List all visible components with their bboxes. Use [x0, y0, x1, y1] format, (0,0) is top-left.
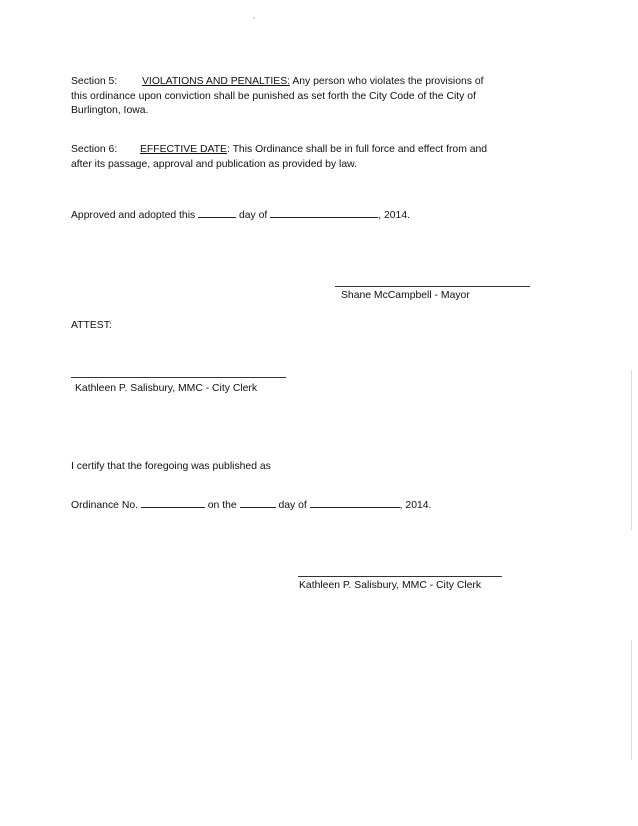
attest-label: ATTEST:: [71, 320, 112, 331]
scan-edge: [631, 370, 632, 530]
section-6-heading: EFFECTIVE DATE: [140, 144, 227, 155]
clerk-signature-label: Kathleen P. Salisbury, MMC - City Clerk: [299, 580, 482, 591]
ordinance-label: Ordinance No.: [71, 500, 138, 511]
section-6-line-2: after its passage, approval and publication as provided by law.: [71, 158, 357, 170]
clerk-signature-line: [298, 576, 502, 577]
attest-signature-label: Kathleen P. Salisbury, MMC - City Clerk: [75, 383, 258, 394]
certify-statement: I certify that the foregoing was published as: [71, 461, 271, 472]
ordinance-line: [71, 497, 431, 514]
scan-speck: [253, 17, 255, 19]
attest-signature-line: [71, 377, 286, 378]
approval-day-blank: [198, 207, 236, 218]
section-6-text-1: : This Ordinance shall be in full force and effect from and: [226, 144, 488, 155]
approval-line: [71, 207, 410, 224]
section-6: [71, 143, 549, 172]
approval-year: , 2014.: [378, 210, 410, 221]
section-6-label: Section 6:: [71, 144, 118, 155]
ordinance-year: , 2014.: [399, 500, 432, 511]
section-5-label: Section 5:: [71, 76, 118, 87]
approval-prefix: Approved and adopted this: [71, 210, 196, 221]
mayor-signature-label: Shane McCampbell - Mayor: [341, 290, 470, 301]
ordinance-day-of: day of: [278, 500, 307, 511]
mayor-signature-line: [335, 286, 530, 287]
section-5-line-3: Burlington, Iowa.: [71, 105, 149, 116]
section-5-text-1: Any person who violates the provisions of: [292, 76, 484, 87]
scan-edge-lower: [631, 640, 632, 760]
section-5-heading: VIOLATIONS AND PENALTIES:: [142, 76, 291, 87]
section-6-line-1: [71, 143, 549, 158]
section-5-line-2: this ordinance upon conviction shall be punished as set forth the City Code of the City of: [71, 90, 476, 102]
section-5: [71, 75, 549, 119]
section-5-line-1: [71, 75, 549, 90]
ordinance-number-blank: [141, 497, 205, 508]
ordinance-day-blank: [240, 497, 276, 508]
approval-month-blank: [270, 207, 378, 218]
approval-day-word: day of: [239, 210, 268, 221]
ordinance-on-the: on the: [207, 500, 237, 511]
ordinance-month-blank: [310, 497, 400, 508]
